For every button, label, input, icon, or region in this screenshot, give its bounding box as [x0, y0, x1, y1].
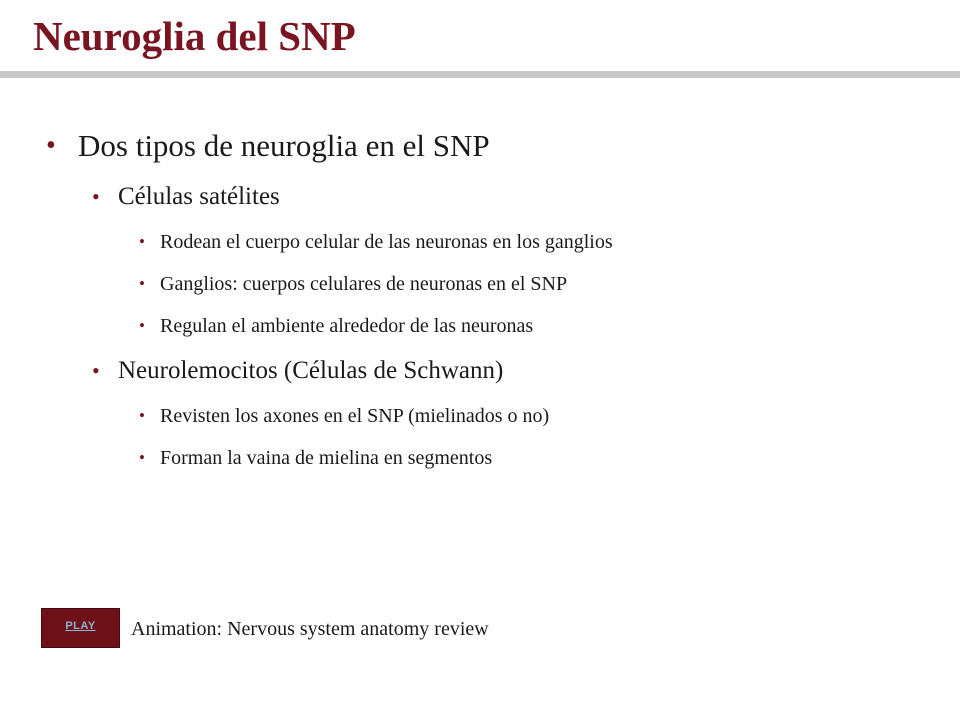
bullet-level3-item — [139, 230, 613, 254]
bullet-dot-icon: • — [92, 184, 100, 209]
bullet-dot-icon: • — [139, 448, 145, 467]
bullet-level3-item — [139, 314, 534, 338]
bullet-level3-item — [139, 446, 493, 470]
bullet-level1-text: Dos tipos de neuroglia en el SNP — [78, 128, 490, 163]
play-link[interactable]: PLAY — [65, 620, 96, 632]
bullet-dot-icon: • — [92, 358, 100, 383]
bullet-level2-schwann — [92, 356, 504, 386]
bullet-level3-text: Rodean el cuerpo celular de las neuronas en los ganglios — [160, 231, 613, 253]
bullet-level3-text: Regulan el ambiente alrededor de las neuronas — [160, 315, 534, 337]
bullet-level2-text: Neurolemocitos (Células de Schwann) — [118, 357, 504, 384]
slide-title: Neuroglia del SNP — [33, 13, 356, 59]
bullet-level3-item — [139, 404, 550, 428]
bullet-level2-text: Células satélites — [118, 183, 280, 210]
bullet-level2-satellite — [92, 182, 280, 212]
bullet-level1 — [46, 128, 490, 164]
bullet-dot-icon: • — [139, 406, 145, 425]
bullet-level3-text: Ganglios: cuerpos celulares de neuronas en el SNP — [160, 273, 568, 295]
bullet-level3-item — [139, 272, 568, 296]
animation-caption: Animation: Nervous system anatomy review — [131, 618, 489, 640]
play-button[interactable] — [41, 608, 120, 648]
bullet-dot-icon: • — [139, 232, 145, 251]
bullet-dot-icon: • — [139, 316, 145, 335]
title-divider — [0, 71, 960, 78]
bullet-level3-text: Revisten los axones en el SNP (mielinados o no) — [160, 405, 550, 427]
bullet-dot-icon: • — [46, 130, 56, 161]
bullet-dot-icon: • — [139, 274, 145, 293]
bullet-level3-text: Forman la vaina de mielina en segmentos — [160, 447, 493, 469]
